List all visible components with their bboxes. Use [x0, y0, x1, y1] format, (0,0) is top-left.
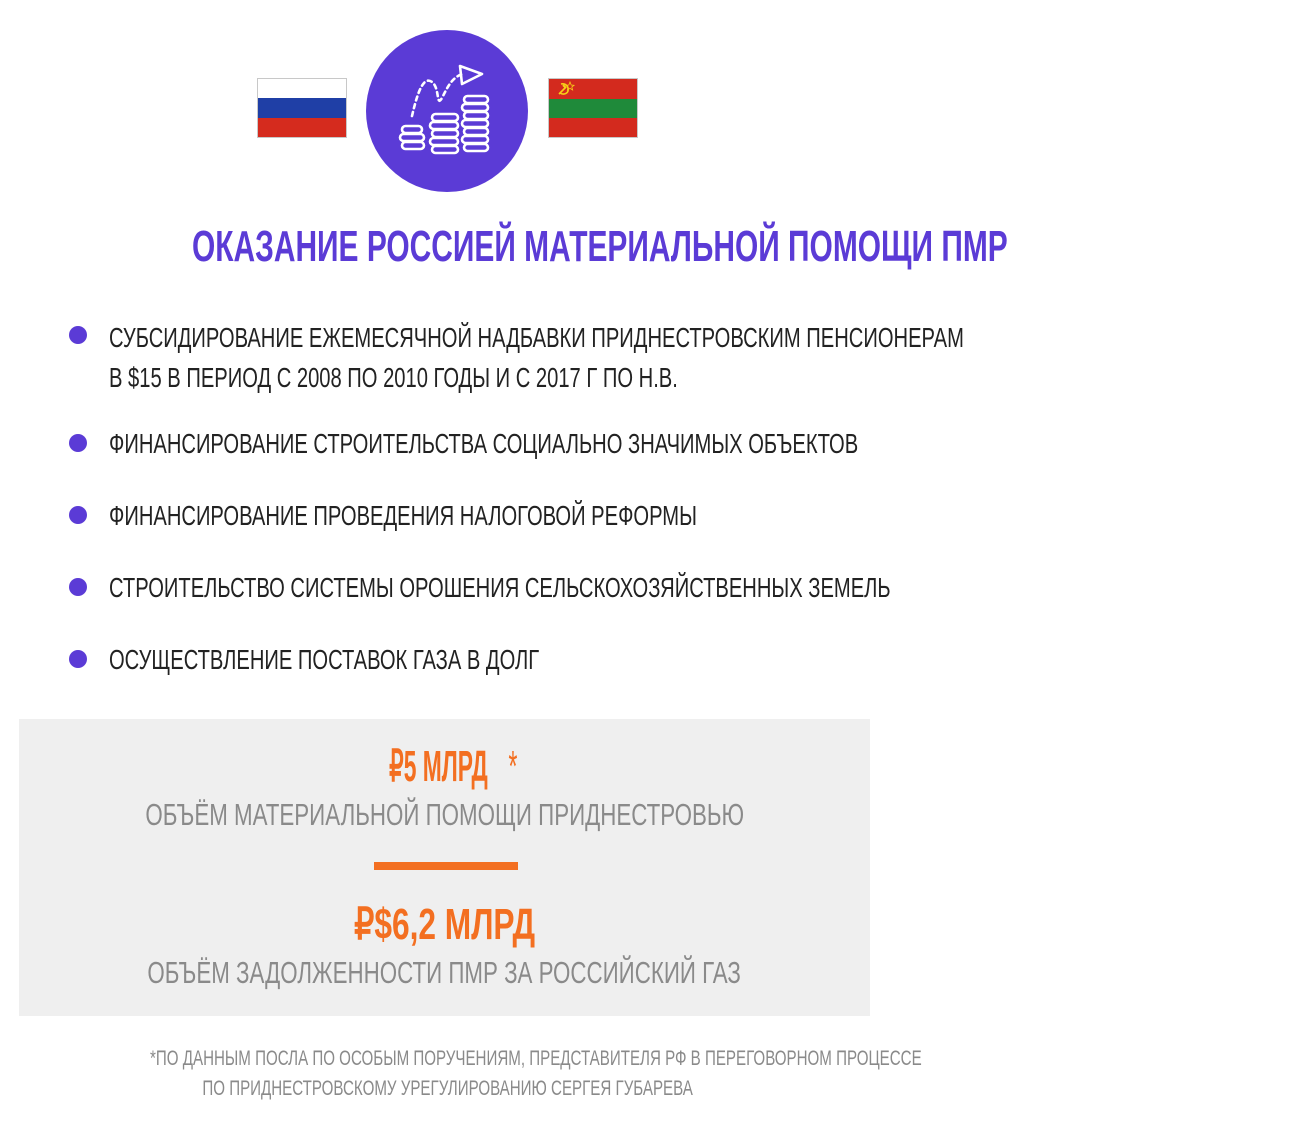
stat-label-aid: ОБЪЁМ МАТЕРИАЛЬНОЙ ПОМОЩИ ПРИДНЕСТРОВЬЮ [145, 797, 744, 832]
stat-value-aid: ₽5 МЛРД * [389, 742, 518, 791]
bullet-dot-icon [69, 326, 87, 344]
footnote-line: ПО ПРИДНЕСТРОВСКОМУ УРЕГУЛИРОВАНИЮ СЕРГЕЯ ГУБАРЕВА [202, 1077, 694, 1100]
list-item-text: ФИНАНСИРОВАНИЕ СТРОИТЕЛЬСТВА СОЦИАЛЬНО ЗНАЧИМЫХ ОБЪЕКТОВ [109, 428, 859, 459]
bullet-dot-icon [69, 578, 87, 596]
stat-value-debt: ₽$6,2 МЛРД [354, 900, 535, 949]
coins-growth-icon [366, 30, 528, 192]
list-item-text: ОСУЩЕСТВЛЕНИЕ ПОСТАВОК ГАЗА В ДОЛГ [109, 644, 540, 675]
pmr-flag-icon [548, 78, 638, 138]
bullet-dot-icon [69, 434, 87, 452]
list-item-text: В $15 В ПЕРИОД С 2008 ПО 2010 ГОДЫ И С 2017 Г ПО Н.В. [109, 362, 678, 393]
list-item-text: СТРОИТЕЛЬСТВО СИСТЕМЫ ОРОШЕНИЯ СЕЛЬСКОХОЗЯЙСТВЕННЫХ ЗЕМЕЛЬ [109, 572, 891, 603]
stat-label-debt: ОБЪЁМ ЗАДОЛЖЕННОСТИ ПМР ЗА РОССИЙСКИЙ ГАЗ [147, 955, 742, 990]
list-item-text: ФИНАНСИРОВАНИЕ ПРОВЕДЕНИЯ НАЛОГОВОЙ РЕФОРМЫ [109, 500, 697, 531]
stats-panel [19, 719, 870, 1016]
page-title: ОКАЗАНИЕ РОССИЕЙ МАТЕРИАЛЬНОЙ ПОМОЩИ ПМР [191, 222, 1008, 271]
russia-flag-icon [257, 78, 347, 138]
footnote [0, 1044, 922, 1104]
bullet-dot-icon [69, 506, 87, 524]
footnote-line: *ПО ДАННЫМ ПОСЛА ПО ОСОБЫМ ПОРУЧЕНИЯМ, ПРЕДСТАВИТЕЛЯ РФ В ПЕРЕГОВОРНОМ ПРОЦЕССЕ [150, 1047, 922, 1070]
divider [374, 862, 518, 870]
bullet-dot-icon [69, 650, 87, 668]
list-item-text: СУБСИДИРОВАНИЕ ЕЖЕМЕСЯЧНОЙ НАДБАВКИ ПРИДНЕСТРОВСКИМ ПЕНСИОНЕРАМ [109, 322, 964, 353]
